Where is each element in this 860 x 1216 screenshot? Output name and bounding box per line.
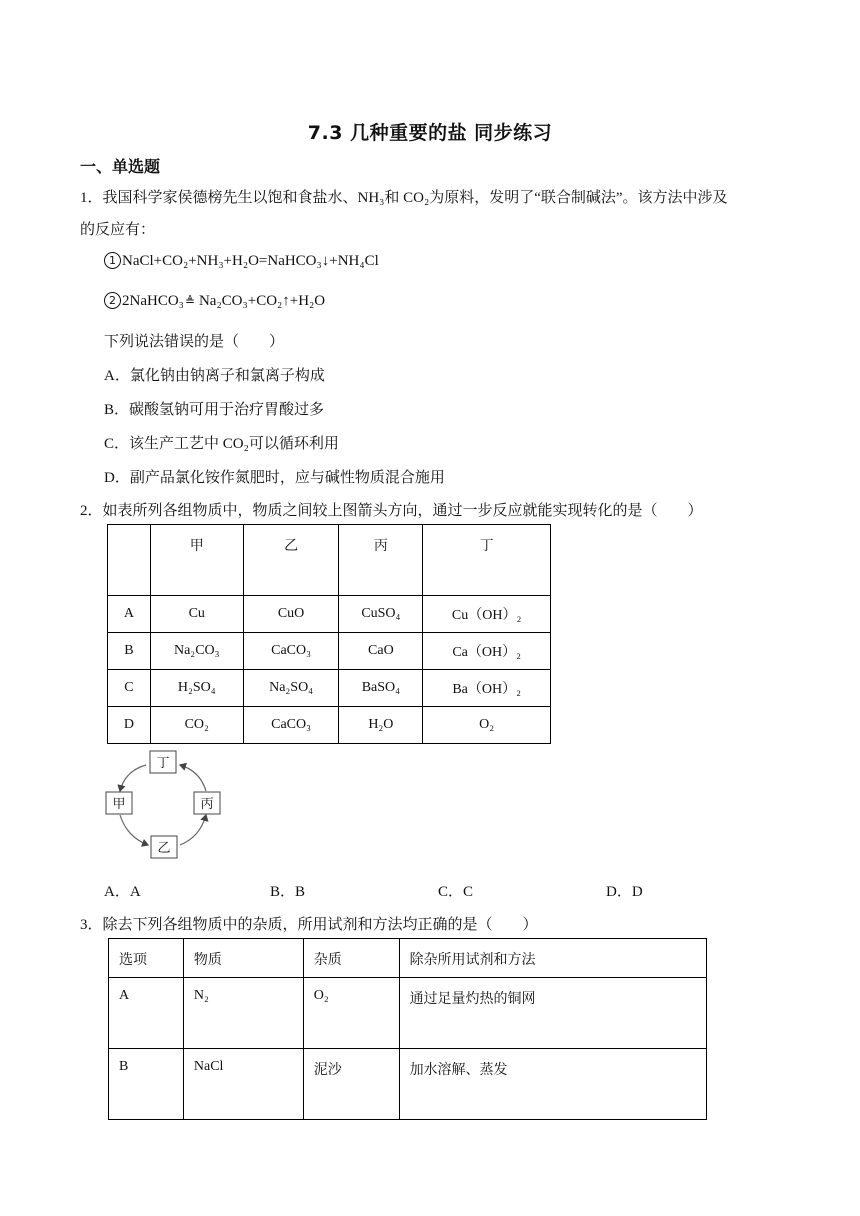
table-cell: C — [108, 670, 151, 707]
q1-reaction-1 — [104, 252, 379, 270]
reaction-2-reactant: 2NaHCO₃ — [122, 293, 184, 309]
q2-option-a: A．A — [104, 884, 141, 900]
q3-stem: 3．除去下列各组物质中的杂质，所用试剂和方法均正确的是（ ） — [80, 917, 538, 933]
section-heading: 一、单选题 — [80, 157, 161, 176]
table-cell: H₂SO₄ — [150, 670, 243, 707]
table-cell: CO₂ — [150, 707, 243, 744]
table-cell: Cu — [150, 596, 243, 633]
header-cell: 杂质 — [303, 939, 399, 978]
table-cell: BaSO₄ — [339, 670, 423, 707]
table-cell: 泥沙 — [303, 1049, 399, 1120]
circled-number-1: 1 — [104, 252, 121, 269]
table-cell: B — [109, 1049, 184, 1120]
header-cell: 丁 — [423, 525, 551, 596]
table-row — [109, 1049, 707, 1120]
table-cell: CaO — [339, 633, 423, 670]
q3-table — [108, 938, 707, 1120]
table-cell: Ca（OH）₂ — [423, 633, 551, 670]
table-row — [109, 978, 707, 1049]
table-cell: D — [108, 707, 151, 744]
arrow-jia-to-yi — [120, 815, 148, 845]
table-cell: NaCl — [183, 1049, 303, 1120]
table-cell: Cu（OH）₂ — [423, 596, 551, 633]
q1-option-d: D．副产品氯化铵作氮肥时，应与碱性物质混合施用 — [104, 470, 445, 486]
header-cell — [108, 525, 151, 596]
cycle-diagram — [100, 745, 230, 865]
table-cell: 加水溶解、蒸发 — [399, 1049, 706, 1120]
header-cell: 甲 — [150, 525, 243, 596]
table-header-row — [109, 939, 707, 978]
table-cell: CuO — [243, 596, 339, 633]
table-cell: Na₂SO₄ — [243, 670, 339, 707]
node-label-jia: 甲 — [112, 797, 126, 812]
table-cell: O₂ — [303, 978, 399, 1049]
header-cell: 选项 — [109, 939, 184, 978]
q1-stem-line1: 1．我国科学家侯德榜先生以饱和食盐水、NH₃和 CO₂为原料，发明了“联合制碱法”。该方法中涉及 — [80, 190, 728, 206]
q2-option-d: D．D — [606, 884, 643, 900]
table-cell: H₂O — [339, 707, 423, 744]
q2-table — [107, 524, 551, 744]
arrow-bing-to-ding — [180, 765, 206, 791]
q1-reaction-2 — [104, 292, 325, 310]
node-label-yi: 乙 — [157, 841, 171, 856]
table-cell: O₂ — [423, 707, 551, 744]
table-cell: A — [109, 978, 184, 1049]
header-cell: 物质 — [183, 939, 303, 978]
table-cell: Na₂CO₃ — [150, 633, 243, 670]
table-row — [108, 633, 551, 670]
page-title: 7.3 几种重要的盐 同步练习 — [307, 122, 553, 144]
table-cell: CuSO₄ — [339, 596, 423, 633]
heat-sign: ≜ — [184, 294, 195, 308]
table-cell: A — [108, 596, 151, 633]
node-label-bing: 丙 — [200, 797, 214, 812]
table-cell: CaCO₃ — [243, 633, 339, 670]
q2-option-c: C．C — [438, 884, 474, 900]
table-row — [108, 707, 551, 744]
table-cell: Ba（OH）₂ — [423, 670, 551, 707]
q1-option-b: B．碳酸氢钠可用于治疗胃酸过多 — [104, 402, 325, 418]
reaction-1-equation: NaCl+CO₂+NH₃+H₂O=NaHCO₃↓+NH₄Cl — [122, 253, 379, 269]
circled-number-2: 2 — [104, 292, 121, 309]
table-header-row — [108, 525, 551, 596]
arrow-yi-to-bing — [180, 815, 206, 845]
table-row — [108, 670, 551, 707]
header-cell: 丙 — [339, 525, 423, 596]
table-cell: B — [108, 633, 151, 670]
header-cell: 除杂所用试剂和方法 — [399, 939, 706, 978]
q2-stem: 2．如表所列各组物质中，物质之间较上图箭头方向，通过一步反应就能实现转化的是（ ） — [80, 503, 703, 519]
q2-option-b: B．B — [270, 884, 306, 900]
table-cell: 通过足量灼热的铜网 — [399, 978, 706, 1049]
arrow-ding-to-jia — [120, 765, 146, 791]
table-cell: N₂ — [183, 978, 303, 1049]
reaction-2-products: Na₂CO₃+CO₂↑+H₂O — [198, 293, 326, 309]
q1-option-a: A．氯化钠由钠离子和氯离子构成 — [104, 368, 325, 384]
node-label-ding: 丁 — [156, 756, 170, 771]
q1-option-c: C．该生产工艺中 CO₂可以循环利用 — [104, 436, 339, 452]
header-cell: 乙 — [243, 525, 339, 596]
table-cell: CaCO₃ — [243, 707, 339, 744]
q1-prompt: 下列说法错误的是（ ） — [104, 334, 285, 350]
table-row — [108, 596, 551, 633]
q1-stem-line2: 的反应有： — [80, 222, 156, 238]
